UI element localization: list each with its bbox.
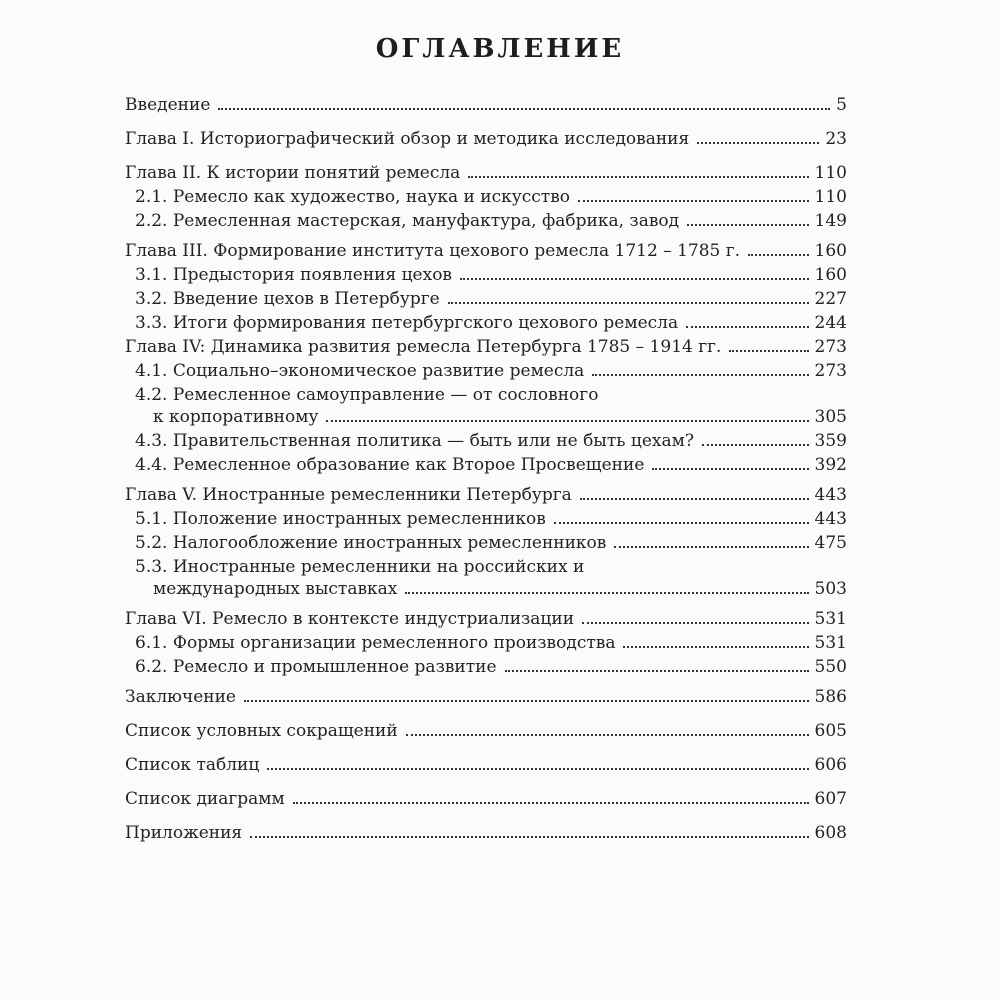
dot-leader bbox=[326, 420, 808, 422]
toc-entry-text: Глава IV: Динамика развития ремесла Петербурга 1785 – 1914 гг. bbox=[125, 337, 722, 357]
toc-entry-text: 3.2. Введение цехов в Петербурге bbox=[135, 289, 440, 309]
toc-page-number: 503 bbox=[814, 579, 847, 599]
toc-entry-text: Введение bbox=[125, 95, 211, 115]
toc-page-number: 273 bbox=[814, 337, 847, 357]
toc-entry-section-5-3 bbox=[125, 556, 847, 600]
toc-page-number: 605 bbox=[814, 721, 847, 741]
toc-page-number: 606 bbox=[814, 755, 847, 775]
toc-page-number: 5 bbox=[836, 95, 847, 115]
toc-page-number: 586 bbox=[814, 687, 847, 707]
toc-entry-text: Глава III. Формирование института цехового ремесла 1712 – 1785 г. bbox=[125, 241, 741, 261]
toc-entry-section-2-1 bbox=[125, 186, 847, 208]
toc-entry-text: 5.1. Положение иностранных ремесленников bbox=[135, 509, 546, 529]
toc-entry-chapter-6 bbox=[125, 608, 847, 630]
toc-entry-appendices bbox=[125, 822, 847, 844]
toc-entry-text: Заключение bbox=[125, 687, 236, 707]
toc-entry-text: к корпоративному bbox=[153, 407, 319, 427]
toc-entry-section-5-1 bbox=[125, 508, 847, 530]
toc-entry-section-4-4 bbox=[125, 454, 847, 476]
toc-entry-text: 4.1. Социально–экономическое развитие ремесла bbox=[135, 361, 585, 381]
toc-entry-text: 3.3. Итоги формирования петербургского цехового ремесла bbox=[135, 313, 679, 333]
dot-leader bbox=[293, 802, 809, 804]
toc-entry-text: 5.2. Налогообложение иностранных ремесленников bbox=[135, 533, 607, 553]
toc-entry-text: Список диаграмм bbox=[125, 789, 285, 809]
toc-entry-text: Глава II. К истории понятий ремесла bbox=[125, 163, 461, 183]
page-title: ОГЛАВЛЕНИЕ bbox=[375, 34, 625, 64]
table-of-contents bbox=[125, 94, 847, 844]
toc-entry-continuation bbox=[125, 578, 847, 600]
dot-leader bbox=[652, 468, 808, 470]
toc-page-number: 273 bbox=[814, 361, 847, 381]
toc-page-number: 475 bbox=[814, 533, 847, 553]
toc-entry-section-4-2 bbox=[125, 384, 847, 428]
toc-entry-chapter-5 bbox=[125, 484, 847, 506]
toc-entry-section-4-3 bbox=[125, 430, 847, 452]
dot-leader bbox=[406, 734, 809, 736]
toc-page-number: 244 bbox=[814, 313, 847, 333]
toc-entry-text: 4.4. Ремесленное образование как Второе Просвещение bbox=[135, 455, 645, 475]
dot-leader bbox=[592, 374, 808, 376]
toc-page-number: 227 bbox=[814, 289, 847, 309]
toc-page-number: 110 bbox=[814, 187, 847, 207]
toc-entry-section-6-1 bbox=[125, 632, 847, 654]
toc-page-number: 443 bbox=[814, 509, 847, 529]
toc-entry-section-5-2 bbox=[125, 532, 847, 554]
toc-entry-text: Глава I. Историографический обзор и методика исследования bbox=[125, 129, 690, 149]
toc-page-number: 531 bbox=[814, 609, 847, 629]
toc-entry-chapter-2 bbox=[125, 162, 847, 184]
toc-entry-chapter-4 bbox=[125, 336, 847, 358]
toc-entry-text: Список условных сокращений bbox=[125, 721, 398, 741]
dot-leader bbox=[580, 498, 809, 500]
toc-page-number: 110 bbox=[814, 163, 847, 183]
toc-entry-text: 4.2. Ремесленное самоуправление — от сословного bbox=[135, 385, 599, 405]
toc-entry-chapter-1 bbox=[125, 128, 847, 150]
dot-leader bbox=[623, 646, 808, 648]
toc-entry-text: международных выставках bbox=[153, 579, 398, 599]
dot-leader bbox=[554, 522, 809, 524]
toc-entry-text: 3.1. Предыстория появления цехов bbox=[135, 265, 453, 285]
dot-leader bbox=[702, 444, 809, 446]
toc-page-number: 160 bbox=[814, 265, 847, 285]
toc-page-number: 531 bbox=[814, 633, 847, 653]
dot-leader bbox=[614, 546, 808, 548]
dot-leader bbox=[405, 592, 808, 594]
toc-page-number: 359 bbox=[814, 431, 847, 451]
toc-entry-text: 5.3. Иностранные ремесленники на российских и bbox=[135, 557, 585, 577]
dot-leader bbox=[218, 108, 830, 110]
toc-entry-conclusion bbox=[125, 686, 847, 708]
toc-page-number: 607 bbox=[814, 789, 847, 809]
toc-entry-section-3-3 bbox=[125, 312, 847, 334]
toc-page-number: 305 bbox=[814, 407, 847, 427]
dot-leader bbox=[578, 200, 809, 202]
dot-leader bbox=[267, 768, 808, 770]
dot-leader bbox=[460, 278, 809, 280]
toc-entry-section-3-2 bbox=[125, 288, 847, 310]
toc-page-number: 550 bbox=[814, 657, 847, 677]
dot-leader bbox=[448, 302, 809, 304]
toc-entry-text: 6.2. Ремесло и промышленное развитие bbox=[135, 657, 497, 677]
toc-page-number: 160 bbox=[814, 241, 847, 261]
dot-leader bbox=[748, 254, 808, 256]
dot-leader bbox=[697, 142, 819, 144]
toc-entry-section-2-2 bbox=[125, 210, 847, 232]
toc-entry-text: 2.1. Ремесло как художество, наука и искусство bbox=[135, 187, 571, 207]
dot-leader bbox=[687, 224, 808, 226]
toc-entry-chapter-3 bbox=[125, 240, 847, 262]
toc-entry-text: Глава V. Иностранные ремесленники Петербурга bbox=[125, 485, 572, 505]
toc-entry-continuation bbox=[125, 406, 847, 428]
toc-entry-section-4-1 bbox=[125, 360, 847, 382]
dot-leader bbox=[244, 700, 809, 702]
toc-page-number: 608 bbox=[814, 823, 847, 843]
toc-entry-text: 6.1. Формы организации ремесленного производства bbox=[135, 633, 616, 653]
dot-leader bbox=[582, 622, 809, 624]
dot-leader bbox=[505, 670, 809, 672]
dot-leader bbox=[468, 176, 808, 178]
toc-page-number: 392 bbox=[814, 455, 847, 475]
dot-leader bbox=[686, 326, 808, 328]
toc-entry-text: Глава VI. Ремесло в контексте индустриализации bbox=[125, 609, 575, 629]
toc-entry-text: Приложения bbox=[125, 823, 243, 843]
toc-page-number: 443 bbox=[814, 485, 847, 505]
toc-entry-introduction bbox=[125, 94, 847, 116]
toc-page-number: 149 bbox=[814, 211, 847, 231]
toc-entry-text: 4.3. Правительственная политика — быть или не быть цехам? bbox=[135, 431, 694, 451]
toc-entry-abbreviations bbox=[125, 720, 847, 742]
toc-entry-tables bbox=[125, 754, 847, 776]
toc-page-number: 23 bbox=[825, 129, 847, 149]
dot-leader bbox=[250, 836, 808, 838]
toc-entry-diagrams bbox=[125, 788, 847, 810]
toc-entry-section-6-2 bbox=[125, 656, 847, 678]
dot-leader bbox=[729, 350, 808, 352]
toc-entry-text: 2.2. Ремесленная мастерская, мануфактура, фабрика, завод bbox=[135, 211, 680, 231]
toc-entry-section-3-1 bbox=[125, 264, 847, 286]
toc-entry-text: Список таблиц bbox=[125, 755, 260, 775]
